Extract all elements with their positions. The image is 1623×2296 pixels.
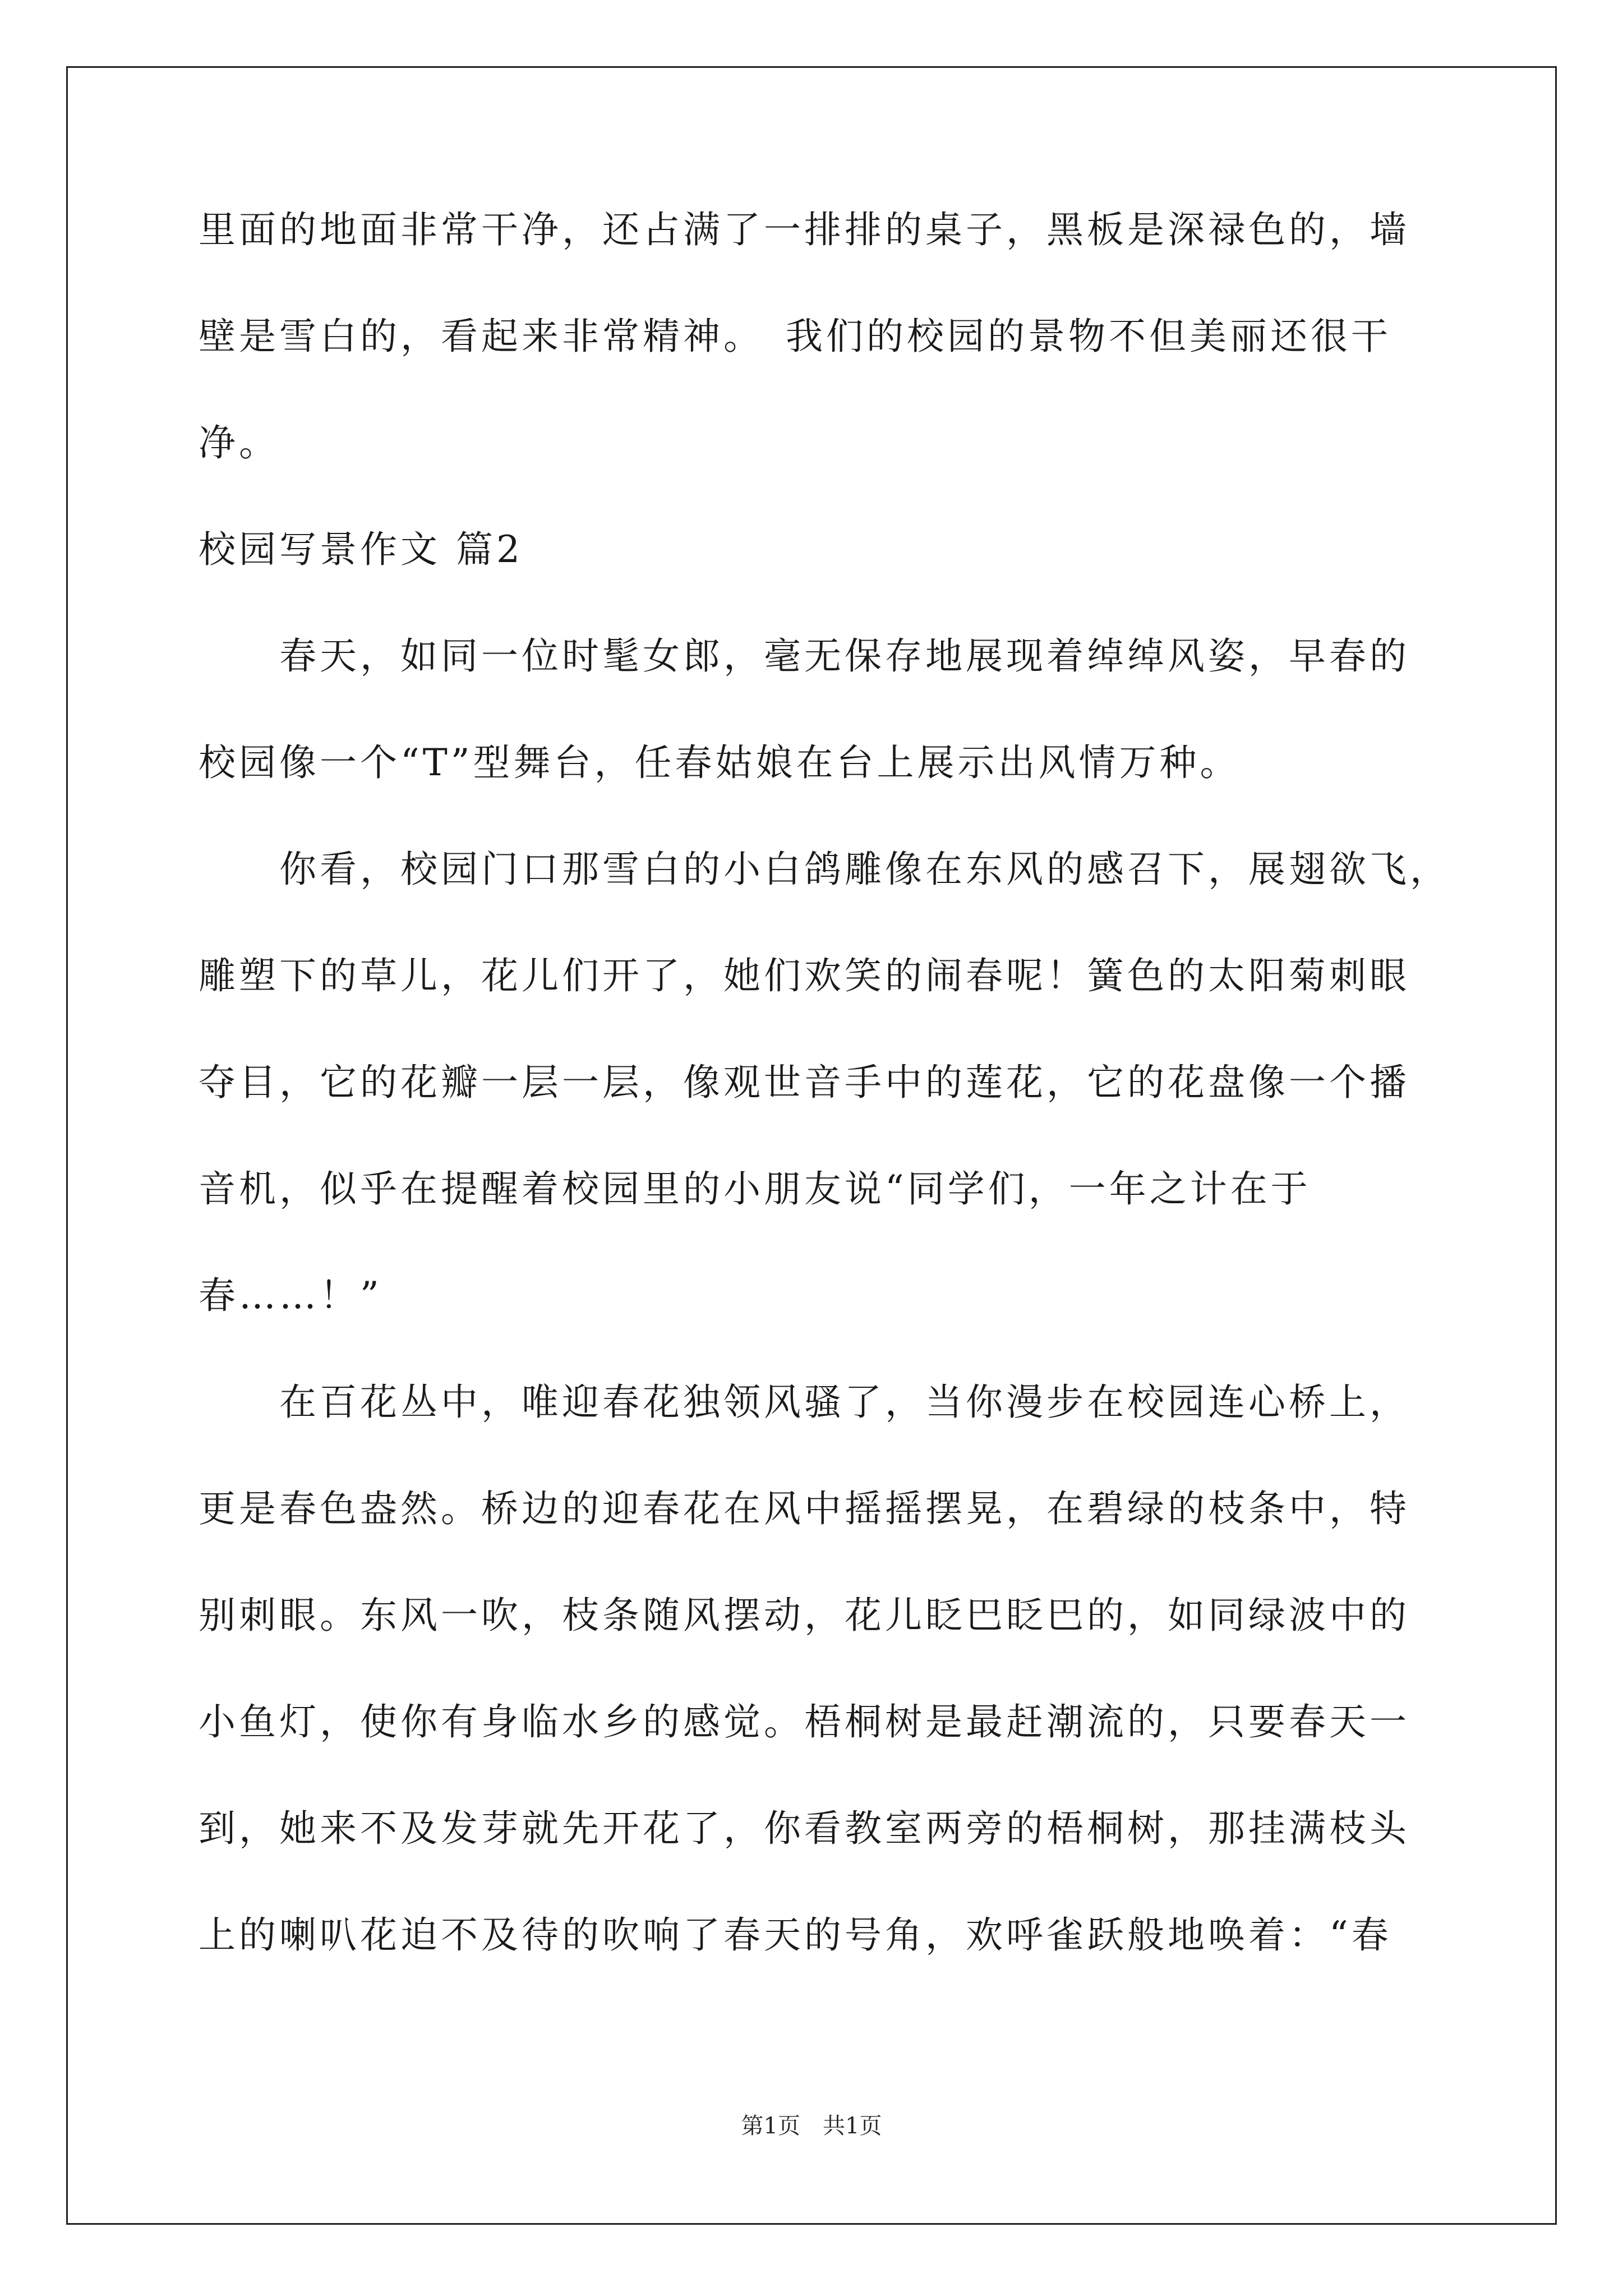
section-heading: 校园写景作文 篇2: [199, 528, 523, 571]
text-line: 小鱼灯，使你有身临水乡的感觉。梧桐树是最赶潮流的，只要春天一: [199, 1700, 1410, 1743]
text-line: 音机，似乎在提醒着校园里的小朋友说“同学们，一年之计在于: [199, 1167, 1311, 1211]
text-line: 到，她来不及发芽就先开花了，你看教室两旁的梧桐树，那挂满枝头: [199, 1807, 1410, 1850]
text-line: 春天，如同一位时髦女郎，毫无保存地展现着绰绰风姿，早春的: [199, 634, 1410, 678]
text-line: 别刺眼。东风一吹，枝条随风摆动，花儿眨巴眨巴的，如同绿波中的: [199, 1594, 1410, 1637]
document-body: [199, 203, 1450, 1962]
text-line: 雕塑下的草儿，花儿们开了，她们欢笑的闹春呢！簧色的太阳菊刺眼: [199, 954, 1410, 997]
text-line: 你看，校园门口那雪白的小白鸽雕像在东风的感召下，展翅欲飞，: [199, 848, 1450, 891]
text-line: 校园像一个“T”型舞台，任春姑娘在台上展示出风情万种。: [199, 741, 1241, 784]
text-line: 壁是雪白的，看起来非常精神。 我们的校园的景物不但美丽还很干: [199, 315, 1391, 358]
text-line: 上的喇叭花迫不及待的吹响了春天的号角，欢呼雀跃般地唤着：“春: [199, 1913, 1392, 1957]
text-line: 更是春色盎然。桥边的迎春花在风中摇摇摆晃，在碧绿的枝条中，特: [199, 1487, 1410, 1530]
text-line: 在百花丛中，唯迎春花独领风骚了，当你漫步在校园连心桥上，: [199, 1381, 1410, 1424]
text-line: 夺目，它的花瓣一层一层，像观世音手中的莲花，它的花盘像一个播: [199, 1061, 1410, 1104]
text-line: 里面的地面非常干净，还占满了一排排的桌子，黑板是深禄色的，墙: [199, 208, 1410, 251]
text-line: 净。: [199, 421, 279, 464]
text-line: 春……！”: [199, 1274, 382, 1317]
page-footer: 第1页 共1页: [741, 2113, 882, 2139]
